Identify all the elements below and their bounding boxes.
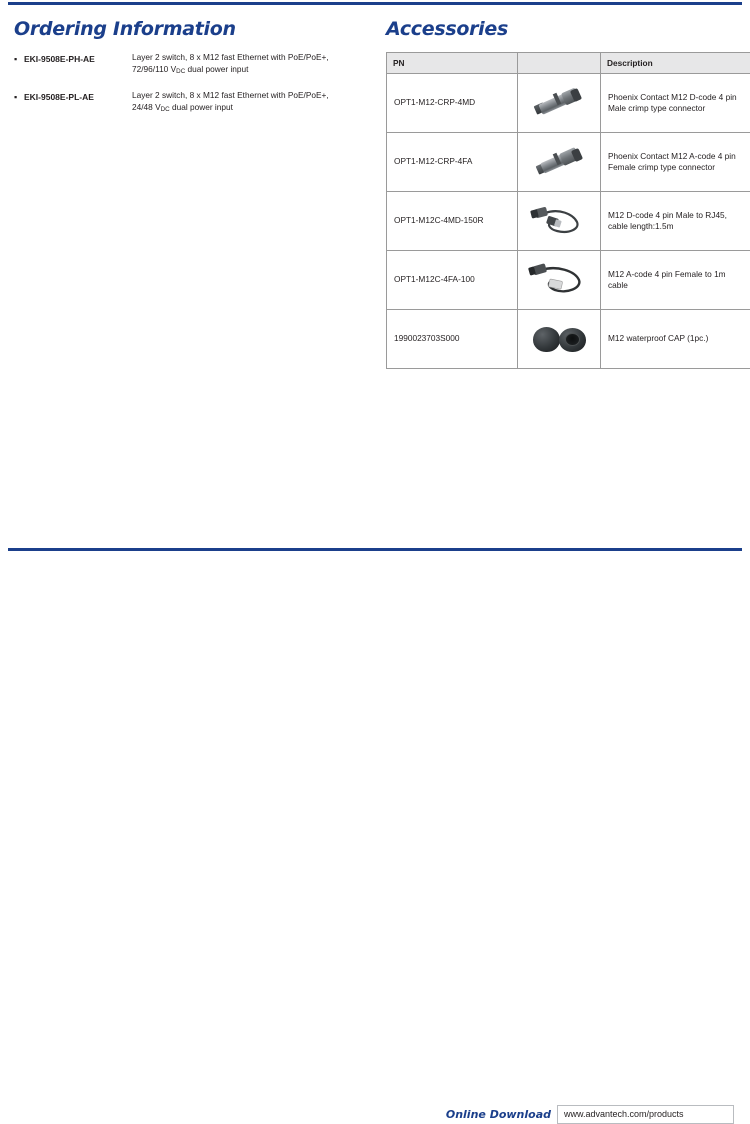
accessory-description-line1: Phoenix Contact M12 D-code 4 pin [608, 92, 737, 102]
table-header-row [387, 53, 750, 74]
ordering-description-line2-post: dual power input [170, 102, 233, 112]
accessory-pn: OPT1-M12-CRP-4FA [387, 133, 518, 192]
table-row [387, 310, 750, 369]
table-row [387, 133, 750, 192]
table-row [387, 192, 750, 251]
m12-to-rj45-cable-icon [525, 198, 595, 244]
m12-a-code-female-connector-icon [525, 139, 595, 185]
accessory-description [601, 251, 750, 310]
top-rule [8, 2, 742, 5]
ordering-description-line2-pre: 72/96/110 V [132, 64, 176, 74]
accessories-title: Accessories [386, 18, 736, 40]
accessory-description-line2: Female crimp type connector [608, 162, 715, 172]
square-bullet-icon [14, 90, 24, 104]
footer-bar [8, 551, 742, 583]
ordering-information-title: Ordering Information [14, 18, 364, 40]
accessory-image-cell [518, 251, 601, 310]
list-item [14, 52, 364, 77]
accessory-image-cell [518, 74, 601, 133]
accessory-description [601, 74, 750, 133]
accessories-table-head [387, 53, 750, 74]
ordering-description-line1: Layer 2 switch, 8 x M12 fast Ethernet with PoE/PoE+, [132, 90, 329, 100]
accessory-pn: OPT1-M12C-4MD-150R [387, 192, 518, 251]
square-bullet-icon [14, 52, 24, 66]
ordering-description-line1: Layer 2 switch, 8 x M12 fast Ethernet with PoE/PoE+, [132, 52, 329, 62]
accessory-description-line1: M12 D-code 4 pin Male to RJ45, [608, 210, 727, 220]
accessory-image-cell [518, 192, 601, 251]
accessory-description-line1: Phoenix Contact M12 A-code 4 pin [608, 151, 736, 161]
column-header-description: Description [601, 53, 750, 74]
list-item [14, 90, 364, 115]
cable-drawing [525, 198, 595, 244]
ordering-description-line2-sub: DC [161, 106, 170, 113]
ordering-description [132, 52, 364, 77]
ordering-list [14, 52, 364, 116]
cable-drawing [525, 257, 595, 303]
m12-waterproof-cap-icon [525, 316, 595, 362]
accessory-pn: OPT1-M12C-4FA-100 [387, 251, 518, 310]
accessory-description-line1: M12 A-code 4 pin Female to 1m [608, 269, 726, 279]
accessories-section [386, 18, 736, 369]
column-header-pn: PN [387, 53, 518, 74]
table-row [387, 251, 750, 310]
ordering-part-number: EKI-9508E-PL-AE [24, 90, 132, 103]
accessory-description-line2: cable [608, 280, 628, 290]
ordering-part-number: EKI-9508E-PH-AE [24, 52, 132, 65]
accessory-description [601, 310, 750, 369]
ordering-description [132, 90, 364, 115]
accessories-table [386, 52, 750, 369]
accessory-description-line2: Male crimp type connector [608, 103, 705, 113]
accessory-description [601, 133, 750, 192]
accessory-description [601, 192, 750, 251]
accessory-image-cell [518, 133, 601, 192]
ordering-description-line2-pre: 24/48 V [132, 102, 161, 112]
accessory-description-line1: M12 waterproof CAP (1pc.) [608, 333, 708, 343]
ordering-description-line2-sub: DC [176, 68, 185, 75]
accessory-pn: OPT1-M12-CRP-4MD [387, 74, 518, 133]
accessory-image-cell [518, 310, 601, 369]
column-header-image [518, 53, 601, 74]
online-download-label: Online Download [446, 1108, 551, 1122]
ordering-information-section [14, 18, 364, 129]
m12-d-code-male-connector-icon [525, 80, 595, 126]
accessory-description-line2: cable length:1.5m [608, 221, 674, 231]
ordering-description-line2-post: dual power input [185, 64, 248, 74]
accessories-table-body [387, 74, 750, 369]
table-row [387, 74, 750, 133]
footer-download-group [446, 1105, 734, 1124]
accessory-pn: 1990023703S000 [387, 310, 518, 369]
product-url-link[interactable]: www.advantech.com/products [557, 1105, 734, 1124]
m12-a-code-female-cable-icon [525, 257, 595, 303]
